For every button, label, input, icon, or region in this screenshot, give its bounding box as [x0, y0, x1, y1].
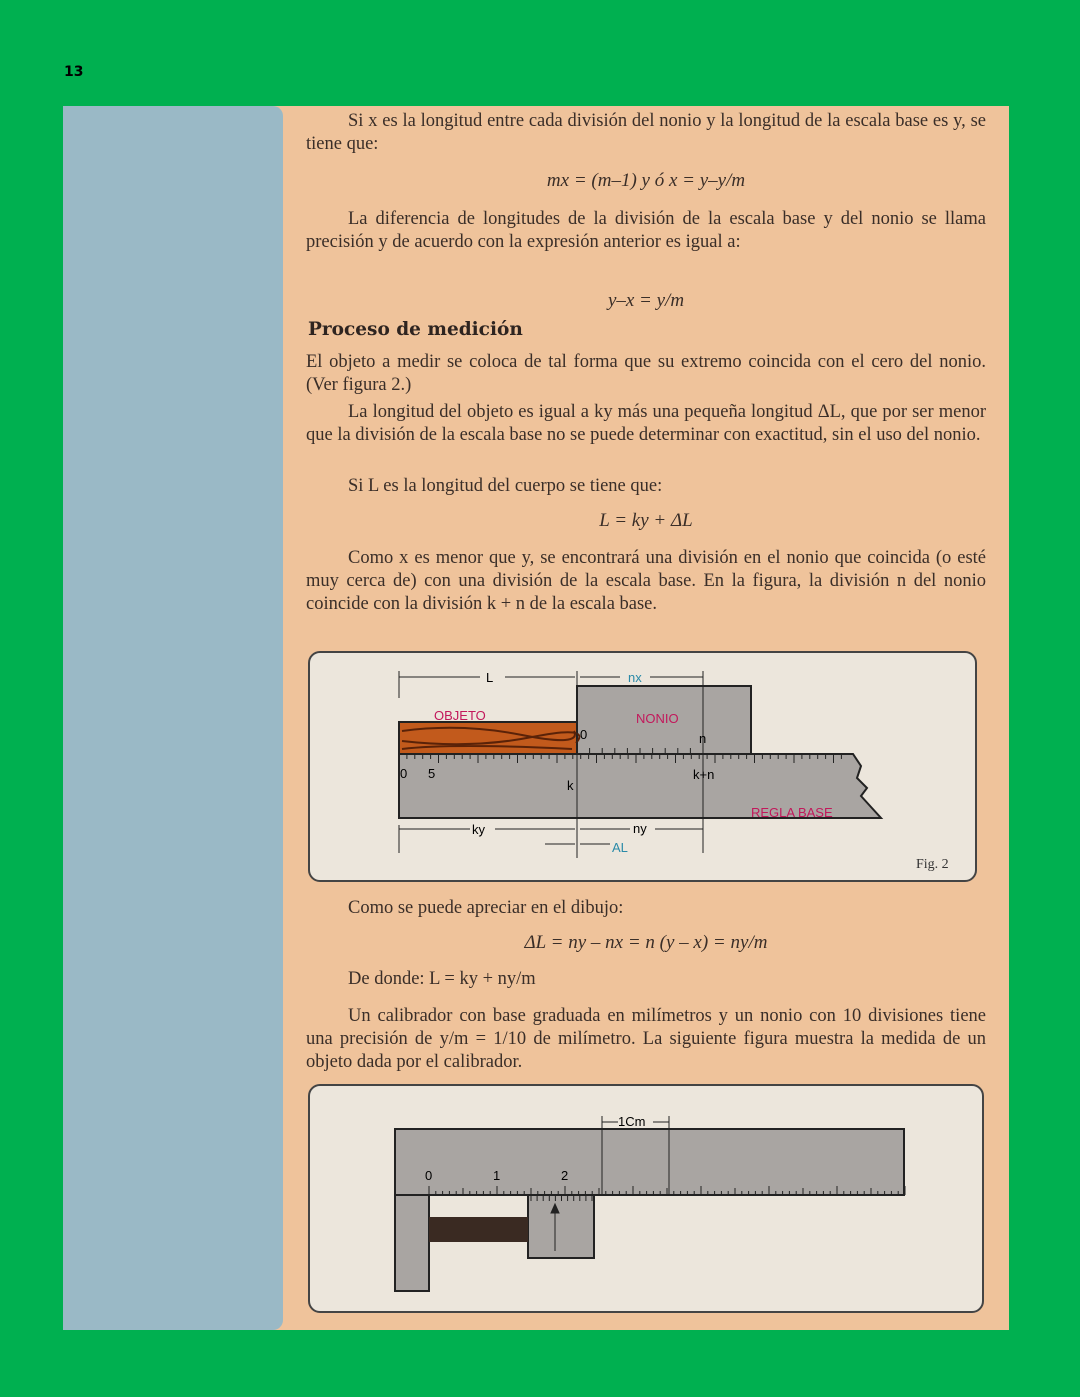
equation: ΔL = ny – nx = n (y – x) = ny/m [524, 932, 768, 953]
paragraph: De donde: L = ky + ny/m [348, 969, 536, 989]
label-base-zero: 0 [400, 766, 408, 781]
page-number: 13 [64, 64, 84, 80]
vernier-diagram [310, 653, 975, 880]
paragraph: Si x es la longitud entre cada división del nonio y la longitud de la escala base es y, se tiene que: [306, 111, 986, 155]
caliper-slider [528, 1195, 594, 1258]
equation: L = ky + ΔL [599, 510, 693, 531]
label-regla-base: REGLA BASE [751, 805, 833, 820]
label-five: 5 [428, 766, 436, 781]
figure-caliper [308, 1084, 984, 1313]
paragraph: El objeto a medir se coloca de tal forma que su extremo coincida con el cero del nonio. (Ver figura 2.) [306, 352, 986, 396]
section-heading: Proceso de medición [308, 319, 523, 340]
paragraph: Un calibrador con base graduada en milímetros y un nonio con 10 divisiones tiene una precisión de y/m = 1/10 de milímetro. La siguiente figura muestra la medida de un objeto dada por el calibrador. [306, 1006, 986, 1073]
equation: y–x = y/m [607, 290, 685, 311]
label-nonio: NONIO [636, 711, 679, 726]
tick-label-0: 0 [425, 1168, 433, 1183]
equation: mx = (m–1) y ó x = y–y/m [546, 170, 746, 191]
tick-label-1: 1 [493, 1168, 501, 1183]
label-nx: nx [628, 670, 642, 685]
label-delta-l: AL [612, 840, 628, 855]
caliper-fixed-jaw [395, 1195, 429, 1291]
figure-caption: Fig. 2 [916, 857, 949, 872]
label-L: L [486, 670, 494, 685]
label-nonio-zero: 0 [580, 727, 588, 742]
paragraph: Como se puede apreciar en el dibujo: [348, 898, 624, 918]
figure-vernier-diagram [308, 651, 977, 882]
object-wood [399, 722, 577, 754]
label-objeto: OBJETO [434, 708, 486, 723]
caliper-main-bar [395, 1129, 904, 1195]
label-n: n [699, 731, 707, 746]
tick-label-2: 2 [561, 1168, 569, 1183]
label-k-plus-n: k+n [693, 767, 715, 782]
label-ky: ky [472, 822, 485, 837]
label-1cm: 1Cm [618, 1114, 646, 1129]
label-k: k [567, 778, 574, 793]
paragraph: Como x es menor que y, se encontrará una división en el nonio que coincida (o esté muy cerca de) con una división de la escala base. En la figura, la división n del nonio coincide con la división k + n de la escala base. [306, 548, 986, 615]
paragraph: La diferencia de longitudes de la división de la escala base y del nonio se llama precisión y de acuerdo con la expresión anterior es igual a: [306, 209, 986, 253]
label-ny: ny [633, 821, 647, 836]
paragraph: La longitud del objeto es igual a ky más una pequeña longitud ΔL, que por ser menor que la división de la escala base no se puede determinar con exactitud, sin el uso del nonio. [306, 402, 986, 446]
blue-margin-strip [63, 106, 283, 1330]
caliper-diagram [310, 1086, 982, 1311]
measured-object [429, 1217, 528, 1242]
paragraph: Si L es la longitud del cuerpo se tiene que: [348, 476, 663, 496]
